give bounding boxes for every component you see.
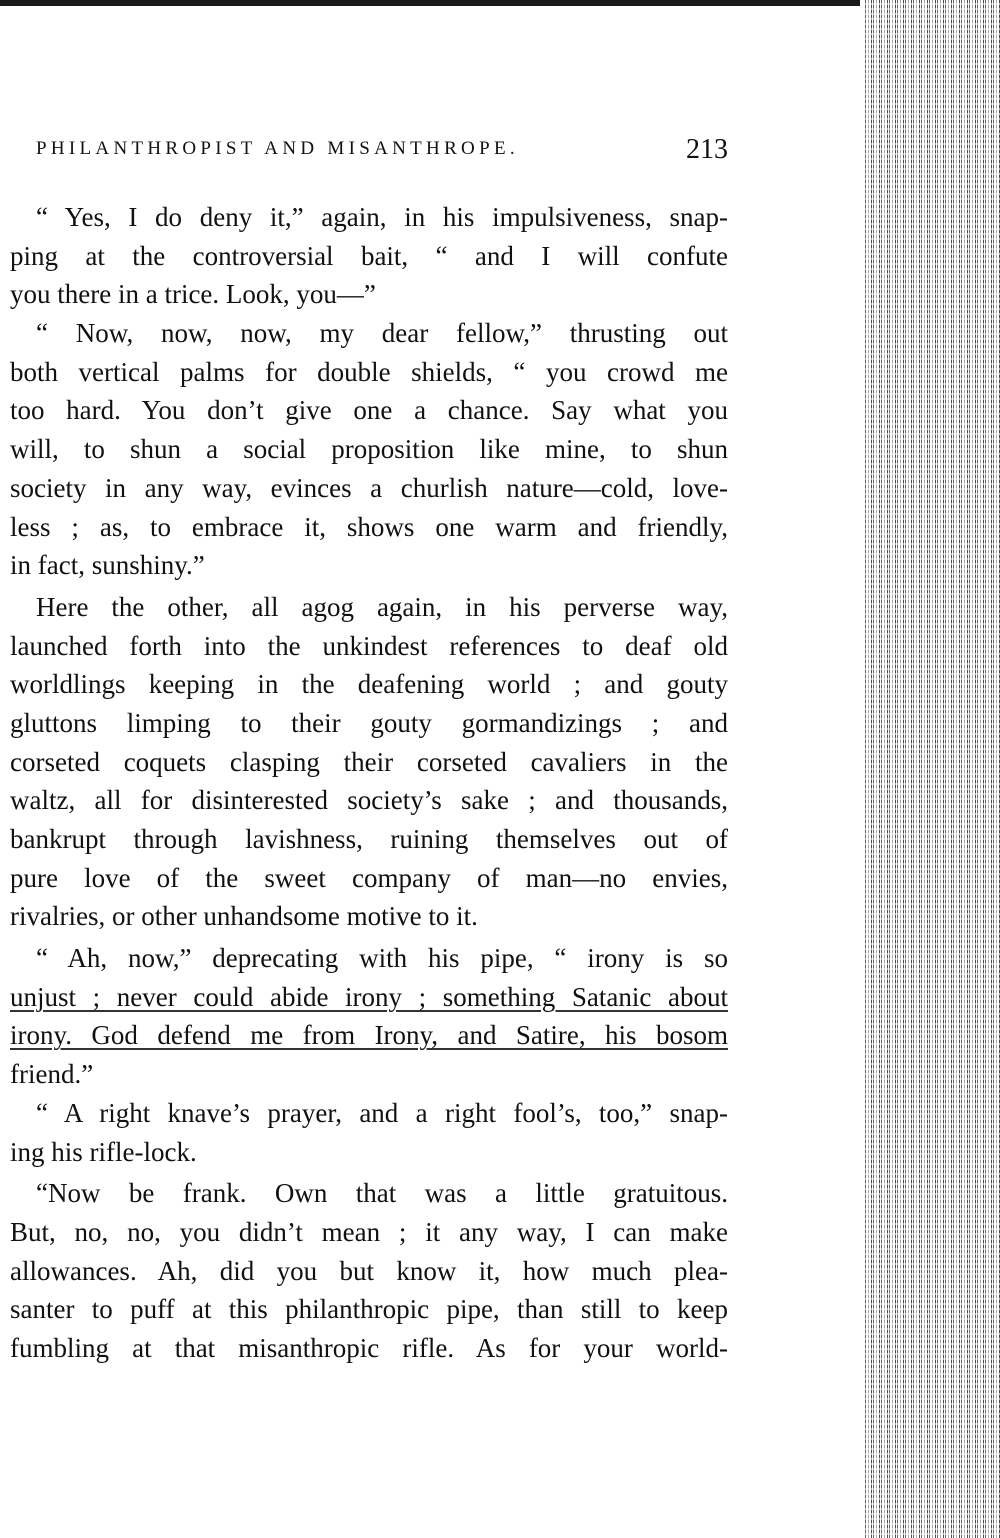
page-number: 213 [686, 134, 728, 165]
text-line: society in any way, evinces a churlish nature—cold, love- [10, 472, 728, 503]
text-line: corseted coquets clasping their corseted cavaliers in the [10, 746, 728, 777]
text-line: bankrupt through lavishness, ruining themselves out of [10, 824, 728, 854]
text-line: “ Ah, now,” deprecating with his pipe, “ irony is so [36, 943, 728, 974]
page-header [36, 134, 728, 168]
text-line: ping at the controversial bait, “ and I will confute [10, 240, 728, 271]
running-title: PHILANTHROPIST AND MISANTHROPE. [36, 138, 519, 159]
text-line: in fact, sunshiny.” [10, 550, 205, 581]
text-line: waltz, all for disinterested society’s sake ; and thousands, [10, 785, 728, 816]
text-line: too hard. You don’t give one a chance. Say what you [10, 395, 728, 426]
text-line: less ; as, to embrace it, shows one warm and friendly, [10, 511, 728, 542]
text-line: both vertical palms for double shields, “ you crowd me [10, 356, 728, 387]
text-line: pure love of the sweet company of man—no envies, [10, 862, 728, 893]
text-line: fumbling at that misanthropic rifle. As for your world- [10, 1332, 728, 1363]
text-line: “ Yes, I do deny it,” again, in his impulsiveness, snap- [36, 202, 728, 232]
text-line: will, to shun a social proposition like mine, to shun [10, 434, 728, 465]
text-line: Here the other, all agog again, in his perverse way, [36, 591, 728, 622]
text-line: gluttons limping to their gouty gormandizings ; and [10, 707, 728, 738]
text-line: But, no, no, you didn’t mean ; it any way, I can make [10, 1216, 728, 1247]
text-line: “ A right knave’s prayer, and a right fool’s, too,” snap- [36, 1097, 728, 1128]
text-line-underlined: irony. God defend me from Irony, and Satire, his bosom [10, 1020, 728, 1051]
page-top-edge [0, 0, 860, 6]
text-line: santer to puff at this philanthropic pipe, than still to keep [10, 1294, 728, 1325]
text-line-underlined: unjust ; never could abide irony ; something Satanic about [10, 981, 728, 1012]
text-line: “Now be frank. Own that was a little gratuitous. [36, 1178, 728, 1209]
text-line: “ Now, now, now, my dear fellow,” thrusting out [36, 318, 728, 349]
body-text [10, 198, 728, 1368]
text-line: friend.” [10, 1059, 94, 1090]
text-line: worldlings keeping in the deafening world ; and gouty [10, 669, 728, 700]
text-line: you there in a trice. Look, you—” [10, 279, 376, 310]
text-line: allowances. Ah, did you but know it, how much plea- [10, 1255, 728, 1286]
page-fore-edge [864, 0, 1000, 1538]
text-line: rivalries, or other unhandsome motive to it. [10, 901, 478, 932]
text-line: ing his rifle-lock. [10, 1136, 197, 1167]
text-line: launched forth into the unkindest references to deaf old [10, 630, 728, 661]
